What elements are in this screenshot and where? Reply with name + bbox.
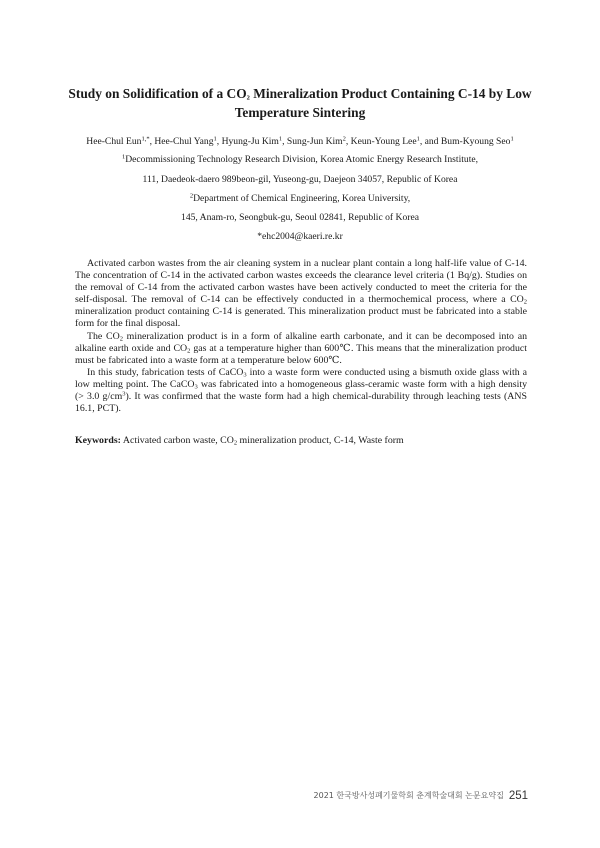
abstract-paragraph-3: In this study, fabrication tests of CaCO$_3$ into a waste form were conducted using a bismuth oxide glass with a low melting point. The CaCO$_3$ was fabricated into a homogeneous glass-ceramic waste form with a high density (> 3.0 $g/cm^3$). It was confirmed that the waste form had a high chemical-durability through leaching tests (ANS 16.1, PCT). <box>75 366 528 415</box>
author: Sung-Jun Kim <box>286 136 343 147</box>
author: Keun-Young Lee <box>350 136 417 147</box>
corresponding-email: *ehc2004@kaeri.re.kr <box>257 231 343 242</box>
abstract <box>75 258 527 415</box>
affiliation-2-line-1: $^2$Department of Chemical Engineering, Korea University, <box>189 192 411 204</box>
author-list: Hee-Chul Eun$^{1,*}$, Hee-Chul Yang$^1$, Hyung-Ju Kim$^1$, Sung-Jun Kim$^2$, Keun-Young Lee$^1$, and Bum-Kyoung Seo$^1$ <box>86 135 514 147</box>
affiliation-1-line-2: 111, Daedeok-daero 989beon-gil, Yuseong-gu, Daejeon 34057, Republic of Korea <box>142 174 458 185</box>
keywords-label: Keywords: <box>75 435 121 446</box>
affiliation-2-line-2: 145, Anam-ro, Seongbuk-gu, Seoul 02841, Republic of Korea <box>181 212 419 223</box>
author: Hee-Chul Yang <box>154 136 214 147</box>
abstract-paragraph-2: The $CO_2$ mineralization product is in a form of alkaline earth carbonate, and it can be decomposed into an alkaline earth oxide and $CO_2$ gas at a temperature higher than 600℃. This means that the mineralization product must be fabricated into a waste form at a temperature below 600℃. <box>75 330 528 366</box>
paper-title: Study on Solidification of a $CO_2$ Mineralization Product Containing C-14 by Low Temperature Sintering <box>68 86 532 120</box>
author: Hyung-Ju Kim <box>221 136 279 147</box>
affiliation-1-line-1: $^1$Decommissioning Technology Research Division, Korea Atomic Energy Research Institute, <box>121 153 479 165</box>
author: Hee-Chul Eun <box>86 136 142 147</box>
page-number: 251 <box>508 790 528 802</box>
journal-name: 2021 한국방사성폐기물학회 춘계학술대회 논문요약집 <box>313 791 504 800</box>
page-footer <box>314 790 528 802</box>
abstract-paragraph-1: Activated carbon wastes from the air cleaning system in a nuclear plant contain a long half-life value of C-14. The concentration of C-14 in the activated carbon wastes exceeds the clearance level criteria (1 Bq/g). Studies on the removal of C-14 from the activated carbon wastes have been actively conducted to meet the criteria for the self-disposal. The removal of C-14 can be effectively conducted in a thermochemical process, where a $CO_2$ mineralization product containing C-14 is generated. This mineralization product must be fabricated into a stable form for the final disposal. <box>75 258 527 330</box>
keywords: Keywords: Activated carbon waste, $CO_2$ mineralization product, C-14, Waste form <box>75 435 404 447</box>
author: Bum-Kyoung Seo <box>440 136 511 147</box>
